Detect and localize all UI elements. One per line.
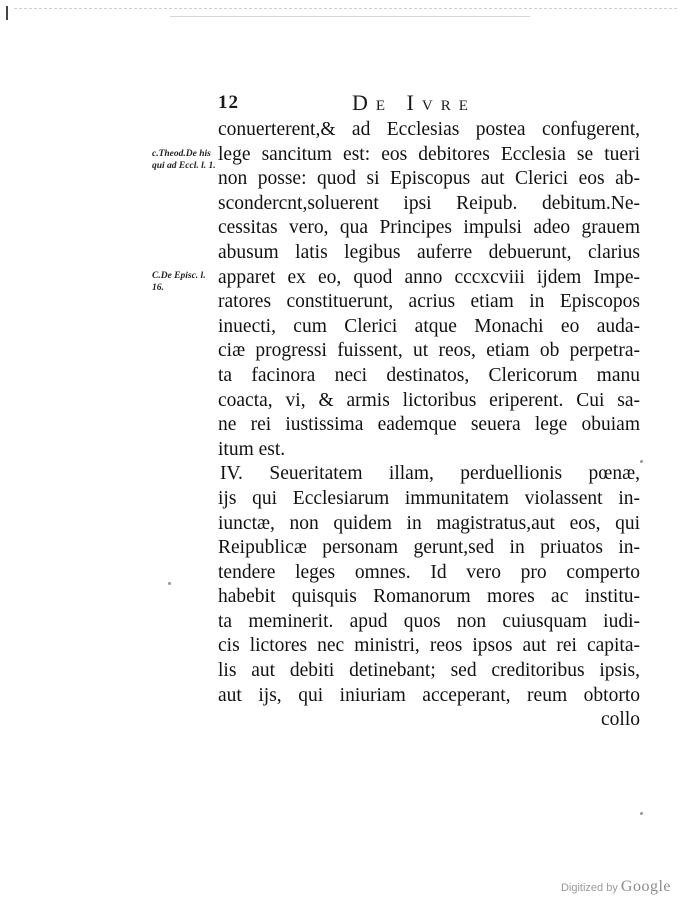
text-line: inuecti, cum Clerici atque Monachi eo auda-	[218, 315, 640, 337]
scan-top-border	[14, 8, 677, 27]
text-line: conuerterent,& ad Ecclesias postea confugerent,	[218, 119, 640, 140]
text-line: Reipublicæ personam gerunt,sed in priuatos in-	[218, 537, 640, 559]
margin-note: C.De Episc. l. 16.	[152, 271, 206, 293]
text-line: ijs qui Ecclesiarum immunitatem violassent in-	[218, 487, 640, 509]
scan-edge-mark	[6, 6, 8, 20]
scan-top-line	[170, 16, 530, 17]
text-line: ratores constituerunt, acrius etiam in Episcopos	[218, 291, 640, 313]
text-line: aut ijs, qui iniuriam acceperant, reum obtorto	[218, 684, 640, 706]
text-line: ta meminerit. apud quos non cuiusquam iudi-	[218, 610, 640, 632]
text-line: lege sancitum est: eos debitores Ecclesia se tueri	[218, 143, 640, 165]
text-line: lis aut debiti detinebant; sed creditoribus ipsis,	[218, 660, 640, 682]
text-line: non posse: quod si Episcopus aut Clerici eos ab-	[218, 168, 640, 190]
text-line: ta facinora neci destinatos, Clericorum manu	[218, 364, 640, 386]
text-line: coacta, vi, & armis lictoribus eriperent. Cui sa-	[218, 389, 640, 411]
google-logo: Google	[620, 878, 671, 895]
margin-note: c.Theod.De his qui ad Eccl. l. 1.	[152, 149, 216, 171]
text-line: apparet ex eo, quod anno cccxcviii ijdem Impe-	[218, 266, 640, 288]
digitized-by-watermark	[561, 878, 671, 896]
text-line: cessitas vero, qua Principes impulsi adeo grauem	[218, 217, 640, 239]
scan-speck	[168, 582, 171, 585]
running-title: De Ivre	[352, 90, 476, 115]
body-text	[218, 118, 640, 733]
scan-speck	[640, 460, 643, 463]
text-line: abusum latis legibus auferre debuerunt, clarius	[218, 241, 640, 263]
scan-speck	[640, 812, 643, 815]
text-line: scondercnt,soluerent ipsi Reipub. debitum.Ne-	[218, 192, 640, 214]
text-line: iunctæ, non quidem in magistratus,aut eos, qui	[218, 512, 640, 534]
text-line: ne rei iustissima eademque seuera lege obuiam	[218, 414, 640, 436]
page-number: 12	[218, 92, 239, 113]
text-line: habebit quisquis Romanorum mores ac institu-	[218, 586, 640, 608]
text-line: cis lictores nec ministri, reos ipsos aut rei capita-	[218, 635, 640, 657]
text-line: tendere leges omnes. Id vero pro comperto	[218, 561, 640, 583]
watermark-prefix: Digitized by	[560, 882, 618, 894]
section-start-line: IV. Seueritatem illam, perduellionis pœnæ,	[220, 463, 640, 485]
text-line: itum est.	[218, 438, 286, 460]
page-header	[218, 90, 518, 118]
text-line: ciæ progressi fuissent, ut reos, etiam ob perpetra-	[218, 340, 640, 362]
catchword: collo	[601, 709, 640, 731]
